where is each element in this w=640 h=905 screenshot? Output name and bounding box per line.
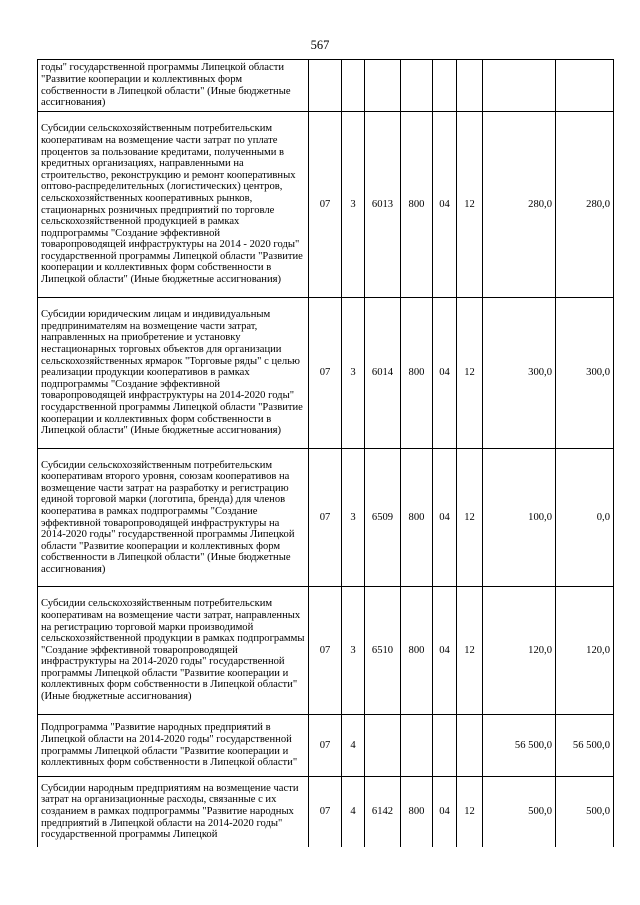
expense-type-code bbox=[401, 715, 433, 777]
target-item-code: 6013 bbox=[365, 112, 401, 298]
expense-type-code: 800 bbox=[401, 298, 433, 449]
row-name: Субсидии народным предприятиям на возмещение части затрат на организационные расходы, связанные с их созданием в рамках подпрограммы "Развитие народных предприятий в Липецкой области на 2014-2020 годы" государственной программы Липецкой bbox=[38, 777, 309, 847]
section-code: 07 bbox=[309, 298, 342, 449]
table-row bbox=[38, 112, 614, 298]
code-col-2 bbox=[457, 715, 483, 777]
budget-table bbox=[37, 59, 614, 847]
table-row bbox=[38, 587, 614, 715]
code-col-2: 12 bbox=[457, 587, 483, 715]
section-code: 07 bbox=[309, 777, 342, 847]
table-row bbox=[38, 715, 614, 777]
section-code: 07 bbox=[309, 715, 342, 777]
section-code: 07 bbox=[309, 449, 342, 587]
page-number: 567 bbox=[310, 38, 330, 52]
amount-2: 0,0 bbox=[556, 449, 614, 587]
target-item-code bbox=[365, 60, 401, 112]
target-item-code: 6014 bbox=[365, 298, 401, 449]
amount-1: 100,0 bbox=[483, 449, 556, 587]
code-col-2 bbox=[457, 60, 483, 112]
section-code: 07 bbox=[309, 587, 342, 715]
expense-type-code bbox=[401, 60, 433, 112]
amount-1: 120,0 bbox=[483, 587, 556, 715]
amount-2: 280,0 bbox=[556, 112, 614, 298]
target-item-code: 6510 bbox=[365, 587, 401, 715]
amount-2: 500,0 bbox=[556, 777, 614, 847]
row-name: Подпрограмма "Развитие народных предприятий в Липецкой области на 2014-2020 годы" государственной программы Липецкой области "Развитие кооперации и коллективных форм собственности в Липецкой области" bbox=[38, 715, 309, 777]
amount-1: 300,0 bbox=[483, 298, 556, 449]
table-row bbox=[38, 449, 614, 587]
expense-type-code: 800 bbox=[401, 587, 433, 715]
section-code: 07 bbox=[309, 112, 342, 298]
target-item-code bbox=[365, 715, 401, 777]
amount-2: 300,0 bbox=[556, 298, 614, 449]
code-col-2: 12 bbox=[457, 298, 483, 449]
expense-type-code: 800 bbox=[401, 112, 433, 298]
subsection-code: 4 bbox=[342, 715, 365, 777]
code-col-1: 04 bbox=[433, 112, 457, 298]
row-name: Субсидии сельскохозяйственным потребительским кооперативам на возмещение части затрат, направленных на регистрацию торговой марки производимой сельскохозяйственной продукции в рамках подпрограммы "Создание эффективной товаропроводящей инфраструктуры на 2014-2020 годы" государственной программы Липецкой области "Развитие кооперации и коллективных форм собственности в Липецкой области" (Иные бюджетные ассигнования) bbox=[38, 587, 309, 715]
code-col-1: 04 bbox=[433, 587, 457, 715]
amount-1: 56 500,0 bbox=[483, 715, 556, 777]
table-row bbox=[38, 298, 614, 449]
row-name: Субсидии сельскохозяйственным потребительским кооперативам на возмещение части затрат по уплате процентов за пользование кредитами, полученными в кредитных организациях, направленными на строительство, реконструкцию и ремонт кооперативных оптово-распределительных (логистических) центров, сельскохозяйственных кооперативных рынков, стационарных розничных предприятий по торговле сельскохозяйственной продукцией в рамках подпрограммы "Создание эффективной товаропроводящей инфраструктуры на 2014 - 2020 годы" государственной программы Липецкой области "Развитие кооперации и коллективных форм собственности в Липецкой области" (Иные бюджетные ассигнования) bbox=[38, 112, 309, 298]
subsection-code: 3 bbox=[342, 587, 365, 715]
code-col-1: 04 bbox=[433, 777, 457, 847]
code-col-2: 12 bbox=[457, 449, 483, 587]
amount-1: 280,0 bbox=[483, 112, 556, 298]
code-col-2: 12 bbox=[457, 112, 483, 298]
subsection-code: 3 bbox=[342, 298, 365, 449]
section-code bbox=[309, 60, 342, 112]
code-col-1 bbox=[433, 60, 457, 112]
table-row bbox=[38, 60, 614, 112]
table-row bbox=[38, 777, 614, 847]
code-col-1: 04 bbox=[433, 449, 457, 587]
row-name: Субсидии сельскохозяйственным потребительским кооперативам второго уровня, союзам кооперативов на возмещение части затрат на разработку и регистрацию единой торговой марки (логотипа, бренда) для членов кооператива в рамках подпрограммы "Создание эффективной товаропроводящей инфраструктуры на 2014-2020 годы" государственной программы Липецкой области "Развитие кооперации и коллективных форм собственности в Липецкой области" (Иные бюджетные ассигнования) bbox=[38, 449, 309, 587]
expense-type-code: 800 bbox=[401, 777, 433, 847]
amount-2 bbox=[556, 60, 614, 112]
amount-1 bbox=[483, 60, 556, 112]
subsection-code: 3 bbox=[342, 449, 365, 587]
subsection-code: 3 bbox=[342, 112, 365, 298]
row-name: годы" государственной программы Липецкой области "Развитие кооперации и коллективных форм собственности в Липецкой области" (Иные бюджетные ассигнования) bbox=[38, 60, 309, 112]
code-col-1: 04 bbox=[433, 298, 457, 449]
amount-1: 500,0 bbox=[483, 777, 556, 847]
code-col-2: 12 bbox=[457, 777, 483, 847]
target-item-code: 6509 bbox=[365, 449, 401, 587]
subsection-code: 4 bbox=[342, 777, 365, 847]
target-item-code: 6142 bbox=[365, 777, 401, 847]
subsection-code bbox=[342, 60, 365, 112]
code-col-1 bbox=[433, 715, 457, 777]
expense-type-code: 800 bbox=[401, 449, 433, 587]
row-name: Субсидии юридическим лицам и индивидуальным предпринимателям на возмещение части затрат, направленных на приобретение и установку нестационарных торговых объектов для организации сельскохозяйственных ярмарок "Торговые ряды" с целью реализации продукции кооперативов в рамках подпрограммы "Создание эффективной товаропроводящей инфраструктуры на 2014-2020 годы" государственной программы Липецкой области "Развитие кооперации и коллективных форм собственности в Липецкой области" (Иные бюджетные ассигнования) bbox=[38, 298, 309, 449]
amount-2: 120,0 bbox=[556, 587, 614, 715]
amount-2: 56 500,0 bbox=[556, 715, 614, 777]
